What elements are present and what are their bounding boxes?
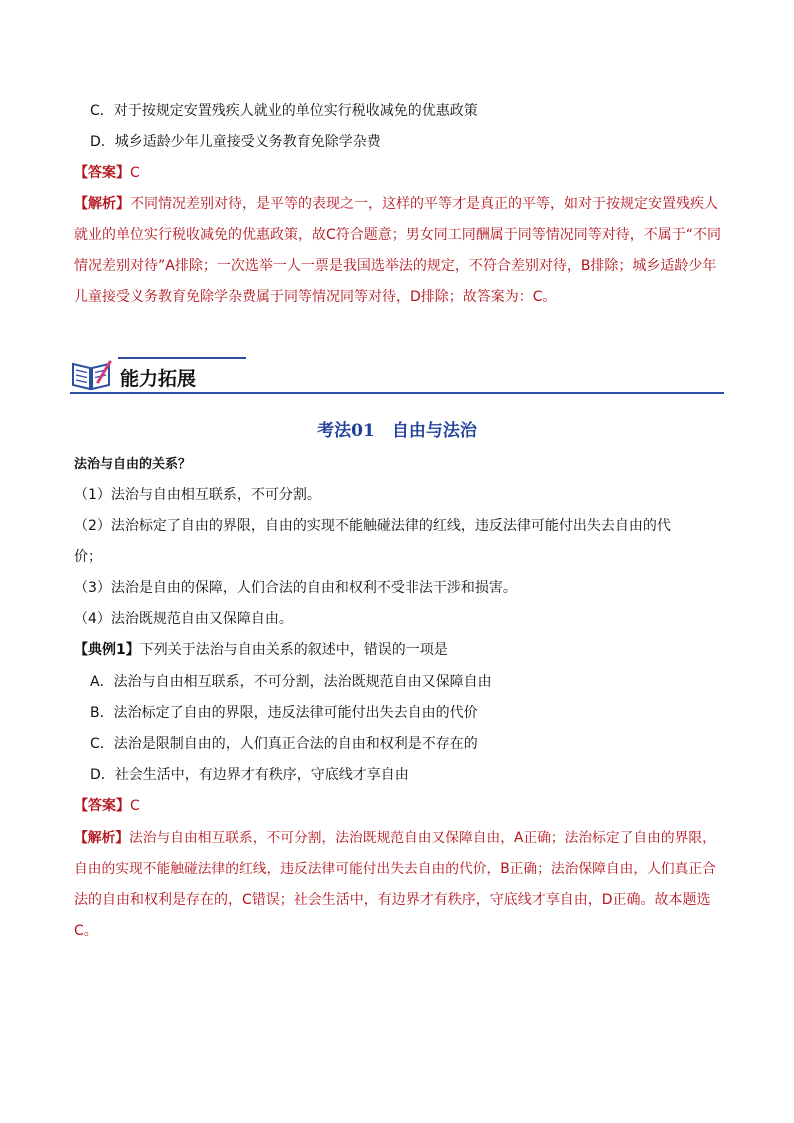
- point-item: （2）法治标定了自由的界限，自由的实现不能触碰法律的红线，违反法律可能付出失去自由的代: [74, 518, 671, 534]
- answer-value: C: [130, 798, 140, 814]
- answer-line: [74, 163, 724, 183]
- section-title: 能力拓展: [120, 368, 197, 390]
- analysis-text: C。: [74, 923, 98, 939]
- question-heading: 法治与自由的关系？: [74, 457, 192, 472]
- section-header: [70, 354, 724, 394]
- analysis-text: 自由的实现不能触碰法律的红线，违反法律可能付出失去自由的代价，B正确；法治保障自由，人们真正合: [74, 861, 716, 877]
- example-stem: 下列关于法治与自由关系的叙述中，错误的一项是: [139, 642, 448, 658]
- example-option: B．法治标定了自由的界限，违反法律可能付出失去自由的代价: [90, 705, 478, 721]
- point-item: （1）法治与自由相互联系，不可分割。: [74, 487, 321, 503]
- analysis-text: 情况差别对待”A排除；一次选举一人一票是我国选举法的规定，不符合差别对待，B排除；城乡适龄少年: [74, 258, 717, 274]
- header-top-rule: [118, 357, 246, 359]
- option-c: C．对于按规定安置残疾人就业的单位实行税收减免的优惠政策: [90, 103, 478, 119]
- header-rule: [70, 392, 724, 394]
- example-stem-line: [74, 640, 724, 660]
- analysis-text: 不同情况差别对待，是平等的表现之一，这样的平等才是真正的平等，如对于按规定安置残疾人: [130, 196, 718, 212]
- example-option: D．社会生活中，有边界才有秩序，守底线才享自由: [90, 767, 409, 783]
- method-title: 考法01 自由与法治: [317, 421, 477, 441]
- analysis-text: 就业的单位实行税收减免的优惠政策，故C符合题意；男女同工同酬属于同等情况同等对待，不属于“不同: [74, 227, 722, 243]
- answer-label: 【答案】: [74, 798, 130, 814]
- open-book-icon: [70, 358, 112, 392]
- analysis-label: 【解析】: [74, 196, 130, 212]
- example-answer: [74, 796, 724, 816]
- example-option: C．法治是限制自由的，人们真正合法的自由和权利是不存在的: [90, 736, 478, 752]
- analysis-line: [74, 194, 724, 214]
- example-analysis: [74, 828, 724, 848]
- answer-value: C: [130, 165, 140, 181]
- point-item: （3）法治是自由的保障，人们合法的自由和权利不受非法干涉和损害。: [74, 580, 517, 596]
- example-option: A．法治与自由相互联系，不可分割，法治既规范自由又保障自由: [90, 674, 492, 690]
- point-item: （4）法治既规范自由又保障自由。: [74, 611, 293, 627]
- answer-label: 【答案】: [74, 165, 130, 181]
- example-label: 【典例1】: [74, 642, 140, 658]
- analysis-text: 儿童接受义务教育免除学杂费属于同等情况同等对待，D排除；故答案为：C。: [74, 289, 557, 305]
- option-d: D．城乡适龄少年儿童接受义务教育免除学杂费: [90, 134, 381, 150]
- analysis-text: 法的自由和权利是存在的，C错误；社会生活中，有边界才有秩序，守底线才享自由，D正确。故本题选: [74, 892, 711, 908]
- analysis-label: 【解析】: [74, 830, 130, 846]
- analysis-text: 法治与自由相互联系，不可分割，法治既规范自由又保障自由，A正确；法治标定了自由的界限，: [129, 830, 716, 846]
- point-item: 价；: [74, 549, 102, 565]
